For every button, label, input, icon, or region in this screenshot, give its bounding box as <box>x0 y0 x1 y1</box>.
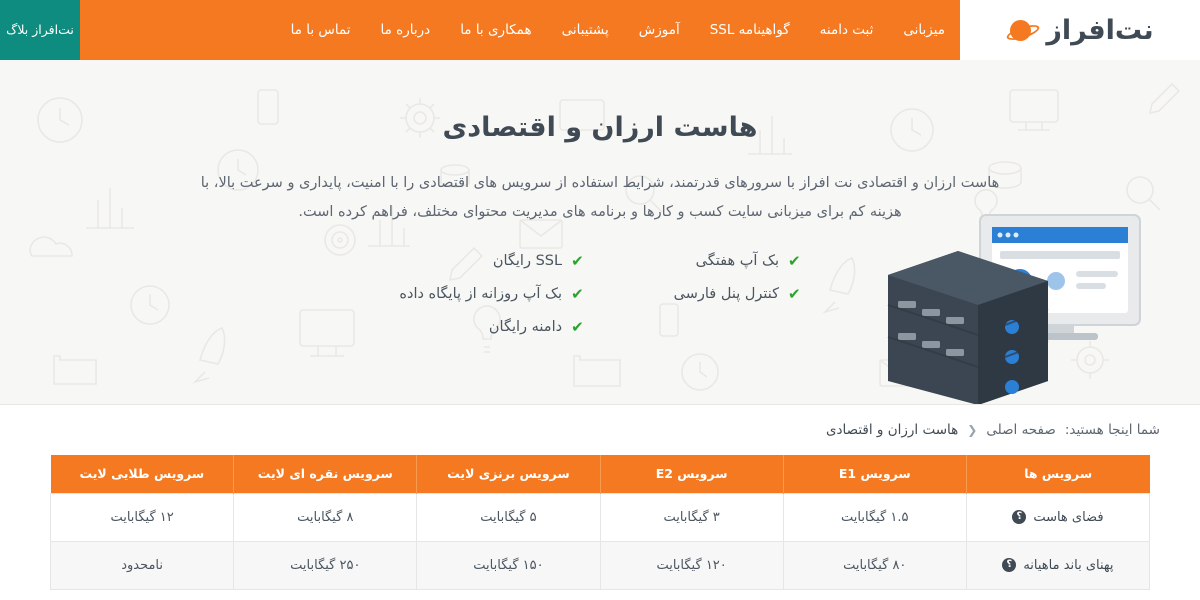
nav-item-label: ثبت دامنه <box>819 22 874 38</box>
table-header-row <box>51 455 1150 493</box>
nav-item-contact-us[interactable] <box>276 0 366 60</box>
plans-table-body <box>51 493 1150 589</box>
nav-item-ssl-certificate[interactable] <box>695 0 805 60</box>
feature-label: بک آپ روزانه از پایگاه داده <box>399 286 563 302</box>
nav-item-label: آموزش <box>638 22 680 38</box>
nav-item-education[interactable] <box>624 0 695 60</box>
table-row <box>51 541 1150 589</box>
chevron-left-icon: ❮ <box>967 423 978 437</box>
column-header-silver-lite[interactable]: سرویس نقره ای لایت <box>234 455 417 493</box>
column-header-e1[interactable]: سرویس E1 <box>783 455 966 493</box>
breadcrumb <box>826 422 1160 438</box>
table-row <box>51 493 1150 541</box>
nav-item-label: همکاری با ما <box>460 22 532 38</box>
feature-label: SSL رایگان <box>492 253 563 269</box>
breadcrumb-bar <box>0 405 1200 455</box>
column-header-services[interactable]: سرویس ها <box>966 455 1149 493</box>
nav-item-cooperation[interactable] <box>445 0 546 60</box>
nav-item-label: تماس با ما <box>290 22 351 38</box>
logo-text: نت‌افراز <box>1046 14 1154 46</box>
breadcrumb-item-home[interactable]: صفحه اصلی <box>986 422 1056 438</box>
feature-column-primary <box>399 253 583 335</box>
check-icon: ✔ <box>788 251 801 270</box>
cell-host-space-bronze-lite: ۵ گیگابایت <box>417 493 600 541</box>
feature-item <box>399 286 583 302</box>
feature-label: بک آپ هفتگی <box>695 253 780 269</box>
hero-description: هاست ارزان و اقتصادی نت افراز با سرورهای قدرتمند، شرایط استفاده از سرویس های اقتصادی را با امنیت، پایداری و سرعت بالا، با هزینه کم برای میزبانی سایت کسب و کارها و برنامه های مدیریت محتوای مختلف، فراهم کرده است. <box>200 175 1000 220</box>
plans-table-head <box>51 455 1150 493</box>
nav-item-label: میزبانی <box>903 22 945 38</box>
row-header-host-space <box>966 493 1149 541</box>
cell-bandwidth-e1: ۸۰ گیگابایت <box>783 541 966 589</box>
plans-table-wrapper <box>50 455 1150 590</box>
hero-section <box>0 60 1200 405</box>
nav-item-about-us[interactable] <box>366 0 446 60</box>
cell-bandwidth-silver-lite: ۲۵۰ گیگابایت <box>234 541 417 589</box>
site-header <box>0 0 1200 60</box>
server-and-monitor-illustration <box>880 205 1160 405</box>
feature-item <box>489 319 584 335</box>
row-label: فضای هاست <box>1033 509 1104 525</box>
feature-item <box>493 253 584 269</box>
plans-table <box>50 455 1150 590</box>
nav-item-label: گواهینامه SSL <box>709 22 790 38</box>
cell-bandwidth-e2: ۱۲۰ گیگابایت <box>600 541 783 589</box>
column-header-bronze-lite[interactable]: سرویس برنزی لایت <box>417 455 600 493</box>
column-header-gold-lite[interactable]: سرویس طلایی لایت <box>51 455 234 493</box>
nav-item-support[interactable] <box>547 0 624 60</box>
cell-host-space-gold-lite: ۱۲ گیگابایت <box>51 493 234 541</box>
nav-item-hosting[interactable] <box>888 0 960 60</box>
feature-item <box>674 253 801 269</box>
question-mark-icon[interactable]: ؟ <box>1002 558 1016 572</box>
nav-item-label: پشتیبانی <box>561 22 609 38</box>
feature-item <box>674 286 801 302</box>
netafraz-logo-icon <box>1006 17 1040 43</box>
breadcrumb-prefix: شما اینجا هستید: <box>1064 422 1160 438</box>
question-mark-icon[interactable]: ؟ <box>1012 510 1026 524</box>
row-label: پهنای باند ماهیانه <box>1023 557 1114 573</box>
check-icon: ✔ <box>571 284 584 303</box>
logo[interactable] <box>960 0 1200 60</box>
check-icon: ✔ <box>788 284 801 303</box>
cell-host-space-e1: ۱.۵ گیگابایت <box>783 493 966 541</box>
page-title: هاست ارزان و اقتصادی <box>442 112 758 143</box>
check-icon: ✔ <box>571 317 584 336</box>
nav-item-label: درباره ما <box>380 22 431 38</box>
nav-item-blog-label: نت‌افراز بلاگ <box>6 21 74 37</box>
check-icon: ✔ <box>571 251 584 270</box>
feature-column-secondary <box>674 253 801 335</box>
breadcrumb-item-current: هاست ارزان و اقتصادی <box>825 422 959 438</box>
main-nav <box>80 0 960 60</box>
cell-host-space-silver-lite: ۸ گیگابایت <box>234 493 417 541</box>
row-header-monthly-bandwidth <box>966 541 1149 589</box>
cell-host-space-e2: ۳ گیگابایت <box>600 493 783 541</box>
cell-bandwidth-gold-lite: نامحدود <box>51 541 234 589</box>
column-header-e2[interactable]: سرویس E2 <box>600 455 783 493</box>
feature-label: کنترل پنل فارسی <box>673 286 780 302</box>
feature-label: دامنه رایگان <box>488 319 563 335</box>
cell-bandwidth-bronze-lite: ۱۵۰ گیگابایت <box>417 541 600 589</box>
nav-item-blog[interactable] <box>0 0 80 60</box>
nav-item-domain-registration[interactable] <box>805 0 889 60</box>
